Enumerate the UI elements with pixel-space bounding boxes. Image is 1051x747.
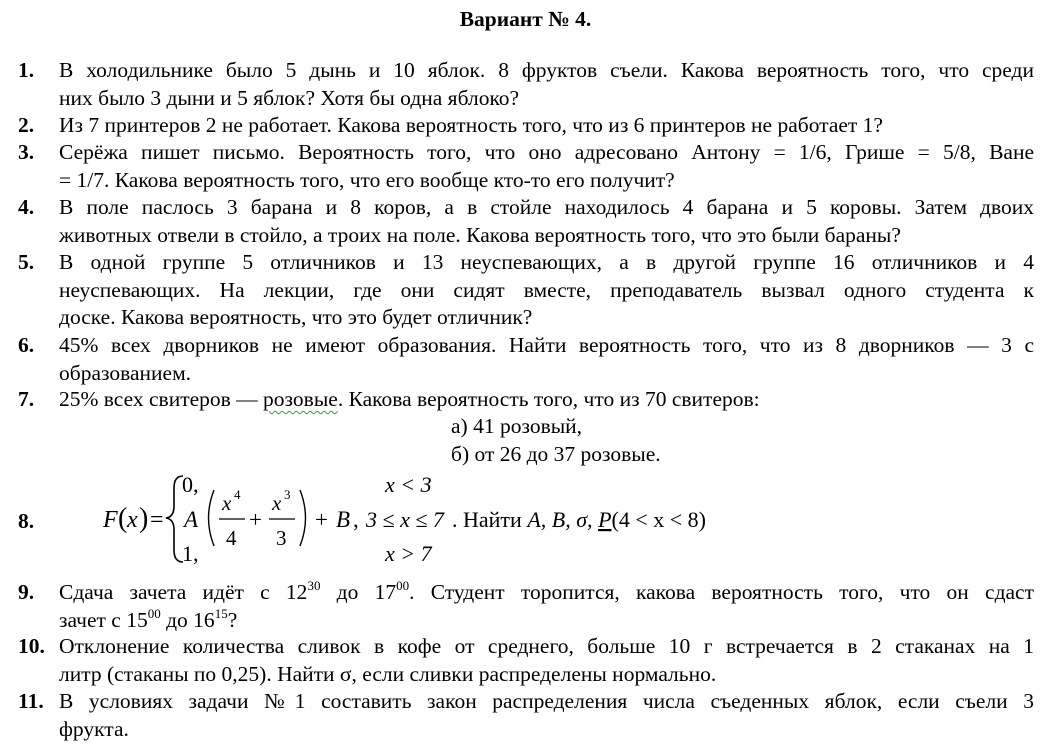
problem-4 — [18, 194, 1034, 249]
superscript: 00 — [396, 578, 410, 593]
problem-1 — [18, 57, 1034, 112]
problem-text-line: В поле паслось 3 барана и 8 коров, а в стойле находилось 4 барана и 5 коровы. Затем двоих — [59, 195, 1034, 219]
problem-text-segment: 25% всех свитеров — — [59, 387, 264, 411]
formula-exponent: 4 — [234, 487, 241, 502]
spellcheck-underlined-word: розовые — [263, 387, 338, 411]
formula-paren: ) — [139, 503, 149, 534]
subquestion-a: а) 41 розовый, — [451, 414, 583, 438]
problem-number: 6. — [18, 333, 35, 357]
text-segment: до 17 — [320, 580, 397, 604]
formula-plus: + — [249, 507, 262, 532]
problem-text-line: Из 7 принтеров 2 не работает. Какова вероятность того, что из 6 принтеров не работает 1? — [59, 113, 883, 137]
find-statement — [452, 507, 706, 532]
superscript: 30 — [307, 578, 321, 593]
case-1-value: 0, — [182, 472, 199, 497]
formula-denominator: 3 — [276, 526, 287, 550]
problem-6 — [18, 332, 1034, 387]
problem-number: 4. — [18, 195, 35, 219]
problem-text-line: животных отвели в стойло, а троих на поле. Какова вероятность того, что это были бараны? — [59, 222, 901, 247]
case-2-condition: 3 ≤ x ≤ 7 — [366, 507, 444, 532]
problem-2 — [18, 112, 1034, 140]
formula-big-paren-left — [209, 490, 215, 546]
formula-variable: x — [222, 491, 232, 515]
superscript: 00 — [147, 605, 161, 621]
text-segment: . Студент торопится, какова вероятность того, что он сдаст — [409, 580, 1034, 604]
problem-number: 11. — [18, 689, 44, 713]
problem-9 — [18, 579, 1034, 634]
problem-text-line: литр (стаканы по 0,25). Найти σ, если сливки распределены нормально. — [59, 661, 717, 686]
problem-text-line: доске. Какова вероятность, что это будет отличник? — [59, 305, 533, 329]
piecewise-formula — [0, 470, 1051, 575]
problem-text-line: них было 3 дыни и 5 яблок? Хотя бы одна яблоко? — [59, 85, 520, 110]
formula-brace — [166, 476, 183, 562]
case-3-condition: x > 7 — [385, 541, 432, 566]
problem-text-line: В условиях задачи №1 составить закон распределения числа съеденных яблок, если съели 3 — [59, 689, 1034, 713]
problem-text-line — [59, 386, 1034, 414]
problem-10 — [18, 633, 1034, 688]
problem-number: 9. — [18, 580, 35, 604]
find-prefix: . Найти — [452, 507, 528, 532]
problem-number: 2. — [18, 113, 35, 137]
problem-5 — [18, 249, 1034, 332]
formula-paren: ( — [118, 503, 128, 534]
page-title: Вариант № 4. — [459, 7, 592, 31]
problem-text-line: фрукта. — [59, 716, 129, 741]
problem-number: 5. — [18, 250, 35, 274]
subquestion-b: б) от 26 до 37 розовые. — [451, 442, 661, 466]
formula-constant-b: B — [336, 507, 351, 532]
problem-text-segment: . Какова вероятность того, что из 70 свитеров: — [337, 387, 760, 411]
problem-text-line: В одной группе 5 отличников и 13 неуспевающих, а в другой группе 16 отличников и 4 — [59, 250, 1034, 274]
problem-11 — [18, 688, 1034, 743]
formula-exponent: 3 — [284, 487, 291, 502]
problem-text-line: образованием. — [59, 360, 192, 385]
problem-number: 3. — [18, 140, 35, 164]
formula-function-name: F — [103, 507, 118, 533]
case-3-value: 1, — [182, 541, 199, 566]
formula-variable: x — [127, 507, 138, 533]
text-segment: зачет с 15 — [59, 607, 148, 632]
text-segment: Сдача зачета идёт с 12 — [59, 580, 308, 604]
problem-text-line: В холодильнике было 5 дынь и 10 яблок. 8 фруктов съели. Какова вероятность того, что среди — [59, 58, 1034, 82]
problem-text-line — [59, 579, 1034, 607]
formula-constant-a: A — [184, 507, 199, 532]
problem-number: 7. — [18, 387, 35, 411]
find-interval: (4 < x < 8) — [611, 507, 706, 532]
superscript: 15 — [214, 605, 228, 621]
problem-text-line: Отклонение количества сливок в кофе от среднего, больше 10 г встречается в 2 стаканах на 1 — [59, 634, 1034, 658]
problem-7 — [18, 386, 1034, 414]
formula-big-paren-right — [300, 490, 306, 546]
formula-variable: x — [272, 491, 282, 515]
problem-number: 10. — [18, 634, 45, 658]
text-segment: ? — [227, 607, 238, 632]
text-segment: до 16 — [160, 607, 215, 632]
problem-number: 1. — [18, 58, 35, 82]
problem-text-line: неуспевающих. На лекции, где они сидят вместе, преподаватель вызвал одного студента к — [59, 277, 1034, 302]
problem-text-line: 45% всех дворников не имеют образования. Найти вероятность того, что из 8 дворников — 3 с — [59, 333, 1034, 357]
problem-3 — [18, 139, 1034, 194]
formula-equals: = — [150, 507, 164, 533]
problem-text-line: = 1/7. Какова вероятность того, что его вообще кто-то его получит? — [59, 167, 675, 192]
case-1-condition: x < 3 — [385, 472, 432, 497]
find-probability-symbol: P — [598, 507, 612, 532]
formula-plus: + — [315, 507, 328, 532]
formula-denominator: 4 — [226, 526, 237, 550]
formula-comma: , — [353, 507, 359, 532]
problem-text-line — [59, 607, 1034, 635]
problem-8 — [0, 470, 1051, 575]
find-variables: A, B, σ, — [527, 507, 599, 532]
problem-number: 8. — [18, 509, 35, 533]
problem-text-line: Серёжа пишет письмо. Вероятность того, что оно адресовано Антону = 1/6, Грише = 5/8, Ване — [59, 140, 1034, 164]
